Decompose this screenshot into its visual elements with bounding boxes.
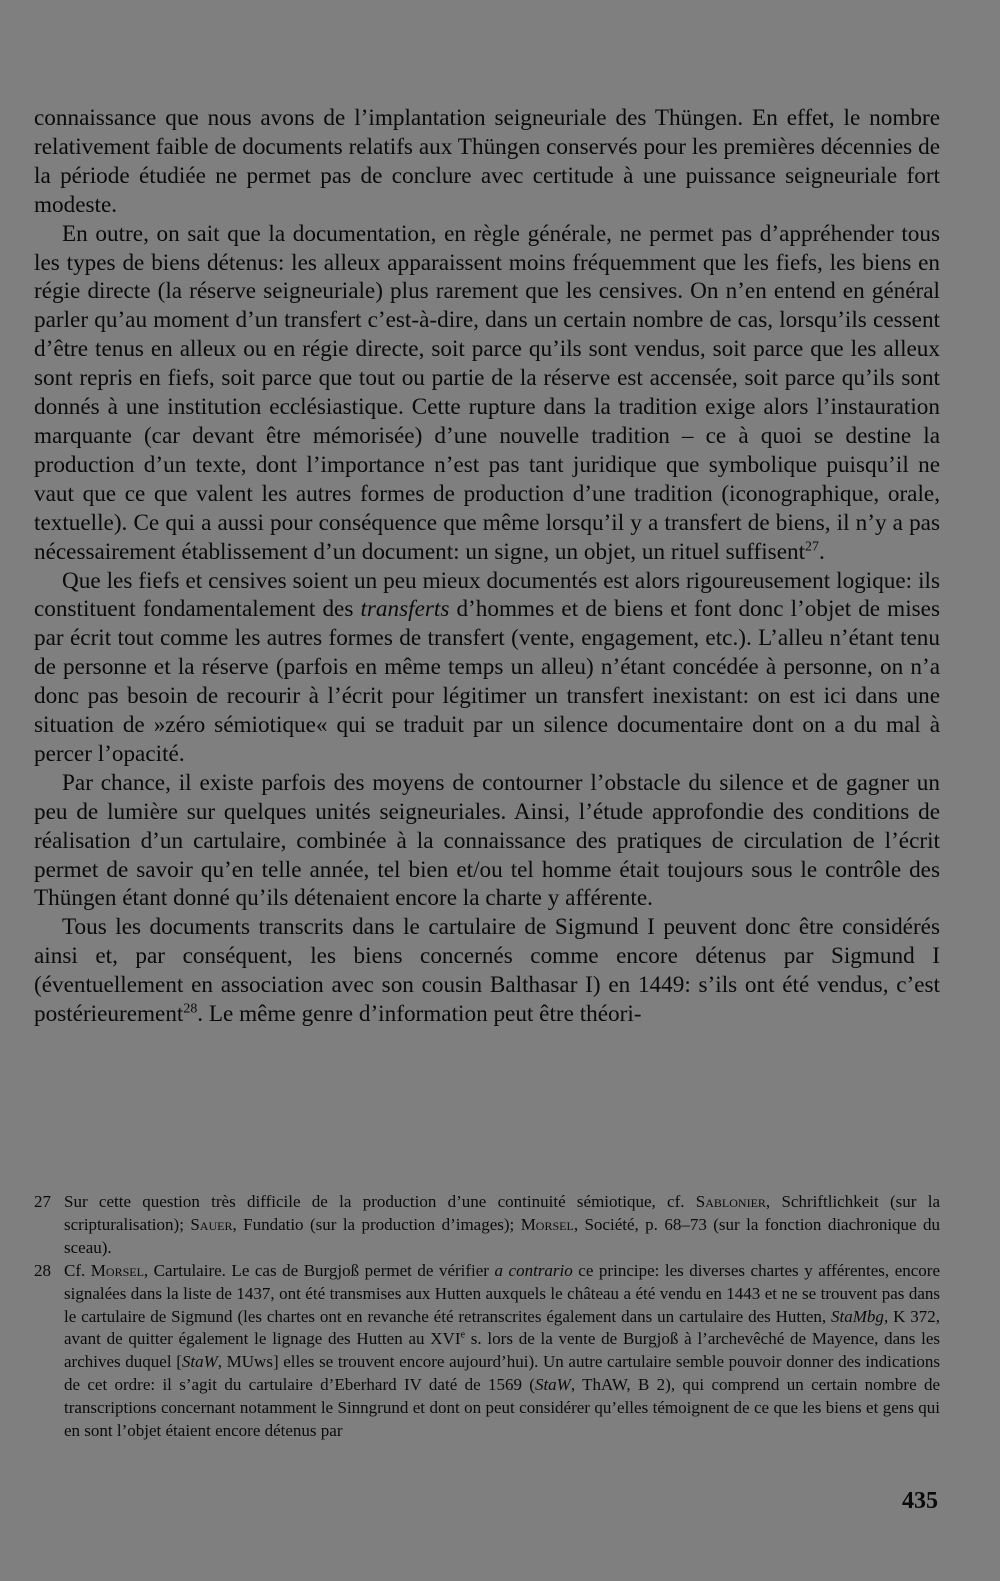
paragraph-4-text: Par chance, il existe parfois des moyens de contourner l’obstacle du silence et de gagner un peu de lumière sur quelques unités seigneuriales. Ainsi, l’étude approfondie des conditions de réalisation d’un cartulaire, combinée à la connaissance des pratiques de circulation de l’écrit permet de savoir qu’en telle année, tel bien et/ou tel homme était toujours sous le contrôle des Thüngen étant donné qu’ils détenaient encore la charte y afférente. [34, 769, 940, 912]
footnote-text [64, 1191, 940, 1260]
footnotes [34, 1191, 940, 1443]
footnote-28-text-5: s. lors de la vente de Burgjoß à l’archevêché de Mayence, dans les archives duquel [ [64, 1329, 940, 1372]
author-name: Morsel [520, 1214, 574, 1234]
paragraph-5 [34, 913, 940, 1029]
footnote-number: 27 [34, 1192, 51, 1211]
footnote-ref-27[interactable]: 27 [805, 538, 819, 554]
paragraph-5-end: . Le même genre d’information peut être théori- [197, 1001, 642, 1028]
footnote-28-text-6: , MUws] elles se trouvent encore aujourd’hui). Un autre cartulaire semble pouvoir donner des indications de cet ordre: il s’agit du cartulaire d’Eberhard IV daté de 1569 ( [64, 1352, 940, 1395]
footnote-28-text-1: Cf. [64, 1260, 91, 1280]
paragraph-4 [34, 769, 940, 914]
footnote-number: 28 [34, 1260, 51, 1280]
archive-abbrev: StaW [181, 1352, 218, 1372]
author-name: Morsel [90, 1260, 144, 1280]
latin-phrase: a contrario [494, 1260, 573, 1280]
author-name: Sablonier [695, 1192, 766, 1211]
footnote-text [64, 1260, 940, 1443]
footnote-27-text-1: Sur cette question très difficile de la production d’une continuité sémiotique, cf. [64, 1192, 696, 1211]
paragraph-2-text: En outre, on sait que la documentation, en règle générale, ne permet pas d’appréhender tous les types de biens détenus: les alleux apparaissent moins fréquemment que les fiefs, les biens en régie directe (la réserve seigneuriale) plus rarement que les censives. On n’en entend en général parler qu’au moment d’un transfert c’est-à-dire, dans un certain nombre de cas, lorsqu’ils cessent d’être tenus en alleux ou en régie directe, soit parce qu’ils sont vendus, soit parce que les alleux sont repris en fiefs, soit parce que tout ou partie de la réserve est accensée, soit parce qu’ils sont donnés à une institution ecclésiastique. Cette rupture dans la tradition exige alors l’instauration marquante (car devant être mémorisée) d’une nouvelle tradition – ce à quoi se destine la production d’un texte, dont l’importance n’est pas tant juridique que symbolique puisqu’il ne vaut que ce que valent les autres formes de production d’une tradition (iconographique, orale, textuelle). Ce qui a aussi pour conséquence que même lorsqu’il y a transfert de biens, il n’y a pas nécessairement établissement d’un document: un signe, un objet, un rituel suffisent [34, 220, 940, 565]
century-superscript: e [460, 1329, 466, 1341]
paragraph-5-text: Tous les documents transcrits dans le cartulaire de Sigmund I peuvent donc être considérés ainsi et, par conséquent, les biens concernés comme encore détenus par Sigmund I (éventuellement en association avec son cousin Balthasar I) en 1449: s’ils ont été vendus, c’est postérieurement [34, 914, 940, 1028]
paragraph-3-emphasis: transferts [360, 596, 450, 623]
footnote-28 [34, 1260, 940, 1443]
author-name: Sauer [190, 1214, 233, 1234]
footnote-27-text-3: , Fundatio (sur la production d’images); [232, 1214, 521, 1234]
footnote-28-text-2: , Cartulaire. Le cas de Burgjoß permet de vérifier [143, 1260, 495, 1280]
paragraph-2 [34, 220, 940, 567]
page-number: 435 [902, 1488, 938, 1514]
footnote-28-text-7: , ThAW, B 2), qui comprend un certain nombre de transcriptions concernant notamment le Sinngrund et dont on peut considérer qu’elles témoignent de ce que les biens et gens qui en sont l’objet étaient encore détenus par [64, 1375, 940, 1441]
footnote-27-text-4: , Société, p. 68–73 (sur la fonction diachronique du sceau). [64, 1214, 940, 1257]
paragraph-3-text-start: Que les fiefs et censives soient un peu mieux documentés est alors rigoureusement logique: ils constituent fondamentalement des [34, 567, 940, 623]
main-text [34, 104, 940, 1029]
archive-abbrev: StaW [534, 1375, 571, 1395]
paragraph-3 [34, 567, 940, 769]
footnote-27 [34, 1191, 940, 1260]
paragraph-1 [34, 104, 940, 220]
paragraph-1-text: connaissance que nous avons de l’implantation seigneuriale des Thüngen. En effet, le nombre relativement faible de documents relatifs aux Thüngen conservés pour les premières décennies de la période étudiée ne permet pas de conclure avec certitude à une puissance seigneuriale fort modeste. [34, 105, 940, 218]
footnote-27-text-2: , Schriftlichkeit (sur la scripturalisation); [64, 1192, 940, 1234]
paragraph-3-text-end: d’hommes et de biens et font donc l’objet de mises par écrit tout comme les autres formes de transfert (vente, engagement, etc.). L’alleu n’étant tenu de personne et la réserve (parfois en même temps un alleu) n’étant concédée à personne, on n’a donc pas besoin de recourir à l’écrit pour légitimer un transfert inexistant: on est ici dans une situation de »zéro sémiotique« qui se traduit par un silence documentaire dont on a du mal à percer l’opacité. [34, 596, 940, 767]
footnote-28-text-4: , K 372, avant de quitter également le lignage des Hutten au XVI [64, 1306, 940, 1349]
page-body [34, 104, 940, 1029]
footnote-ref-28[interactable]: 28 [183, 1001, 198, 1017]
archive-abbrev: StaMbg [831, 1306, 884, 1326]
paragraph-2-end: . [818, 538, 825, 565]
footnote-28-text-3: ce principe: les diverses chartes y afférentes, encore signalées dans la liste de 1437, ont été transmises aux Hutten auxquels le château a été vendu en 1443 et ne se trouvent pas dans le cartulaire de Sigmund (les chartes ont en revanche été retranscrites également dans un cartulaire des Hutten, [64, 1260, 941, 1326]
